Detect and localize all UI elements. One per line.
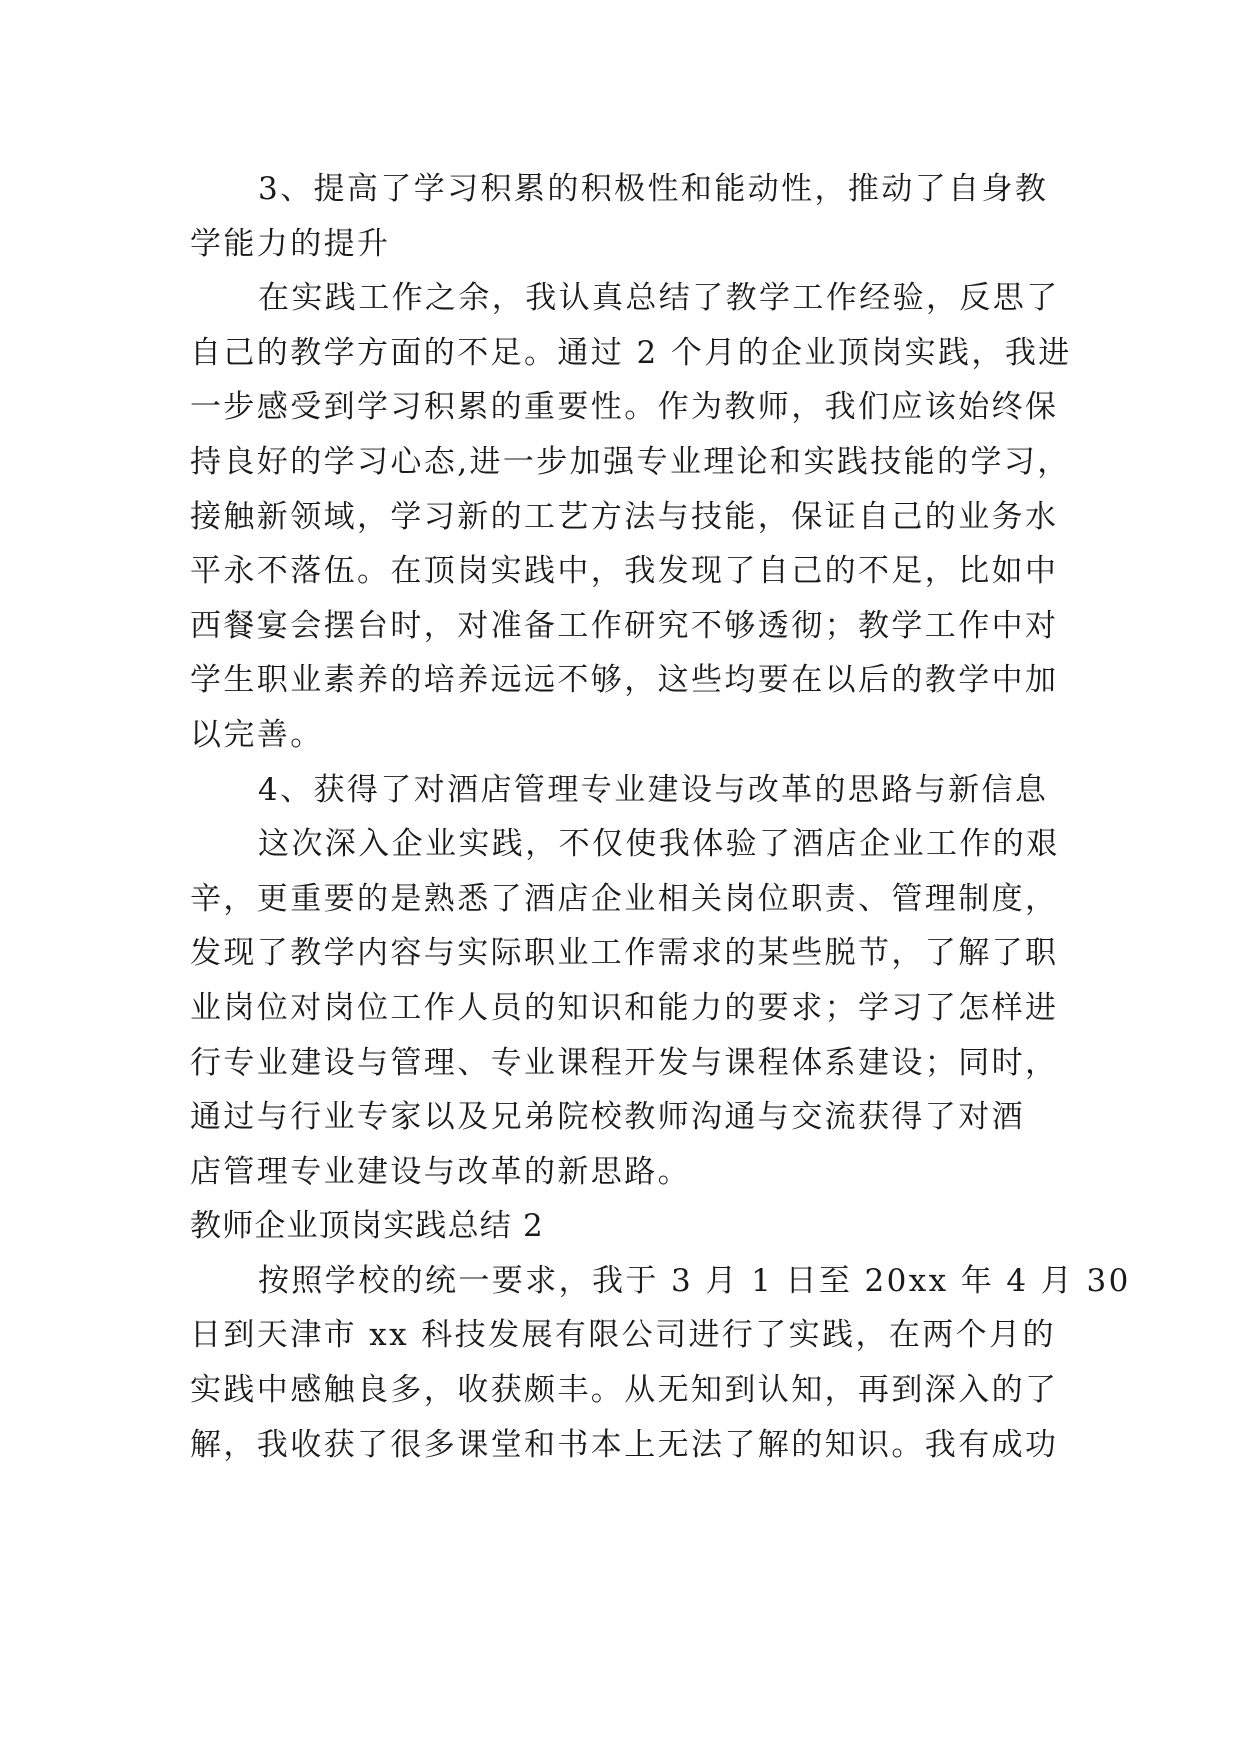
text-line: 实践中感触良多，收获颇丰。从无知到认知，再到深入的了 [190, 1372, 1059, 1409]
text-line: 自己的教学方面的不足。通过 2 个月的企业顶岗实践，我进 [190, 334, 1072, 371]
text-line: 通过与行业专家以及兄弟院校教师沟通与交流获得了对酒 [190, 1099, 1025, 1136]
text-line: 店管理专业建设与改革的新思路。 [190, 1153, 691, 1190]
text-line: 发现了教学内容与实际职业工作需求的某些脱节，了解了职 [190, 935, 1059, 972]
paragraph-start: 按照学校的统一要求，我于 3 月 1 日至 20xx 年 4 月 30 [258, 1262, 1131, 1299]
text-line: 平永不落伍。在顶岗实践中，我发现了自己的不足，比如中 [190, 553, 1059, 590]
paragraph-start: 在实践工作之余，我认真总结了教学工作经验，反思了 [258, 280, 1060, 317]
text-line: 日到天津市 xx 科技发展有限公司进行了实践，在两个月的 [190, 1317, 1056, 1354]
section-4-heading: 4、获得了对酒店管理专业建设与改革的思路与新信息 [258, 771, 1049, 808]
paragraph-start: 这次深入企业实践，不仅使我体验了酒店企业工作的艰 [258, 826, 1060, 863]
text-line: 持良好的学习心态,进一步加强专业理论和实践技能的学习， [190, 443, 1071, 480]
text-line: 行专业建设与管理、专业课程开发与课程体系建设；同时， [190, 1044, 1059, 1081]
text-line: 业岗位对岗位工作人员的知识和能力的要求；学习了怎样进 [190, 989, 1059, 1026]
document-title: 教师企业顶岗实践总结 2 [190, 1208, 544, 1245]
text-line: 学生职业素养的培养远远不够，这些均要在以后的教学中加 [190, 662, 1059, 699]
text-line: 一步感受到学习积累的重要性。作为教师，我们应该始终保 [190, 389, 1059, 426]
section-3-heading: 3、提高了学习积累的积极性和能动性，推动了自身教 [258, 171, 1049, 207]
text-line: 学能力的提升 [190, 225, 391, 262]
text-line: 解，我收获了很多课堂和书本上无法了解的知识。我有成功 [190, 1426, 1059, 1463]
text-line: 接触新领域，学习新的工艺方法与技能，保证自己的业务水 [190, 498, 1059, 535]
text-line: 西餐宴会摆台时，对准备工作研究不够透彻；教学工作中对 [190, 607, 1059, 644]
text-line: 辛，更重要的是熟悉了酒店企业相关岗位职责、管理制度， [190, 880, 1059, 917]
document-body [190, 162, 1131, 1472]
text-line: 以完善。 [190, 716, 324, 753]
